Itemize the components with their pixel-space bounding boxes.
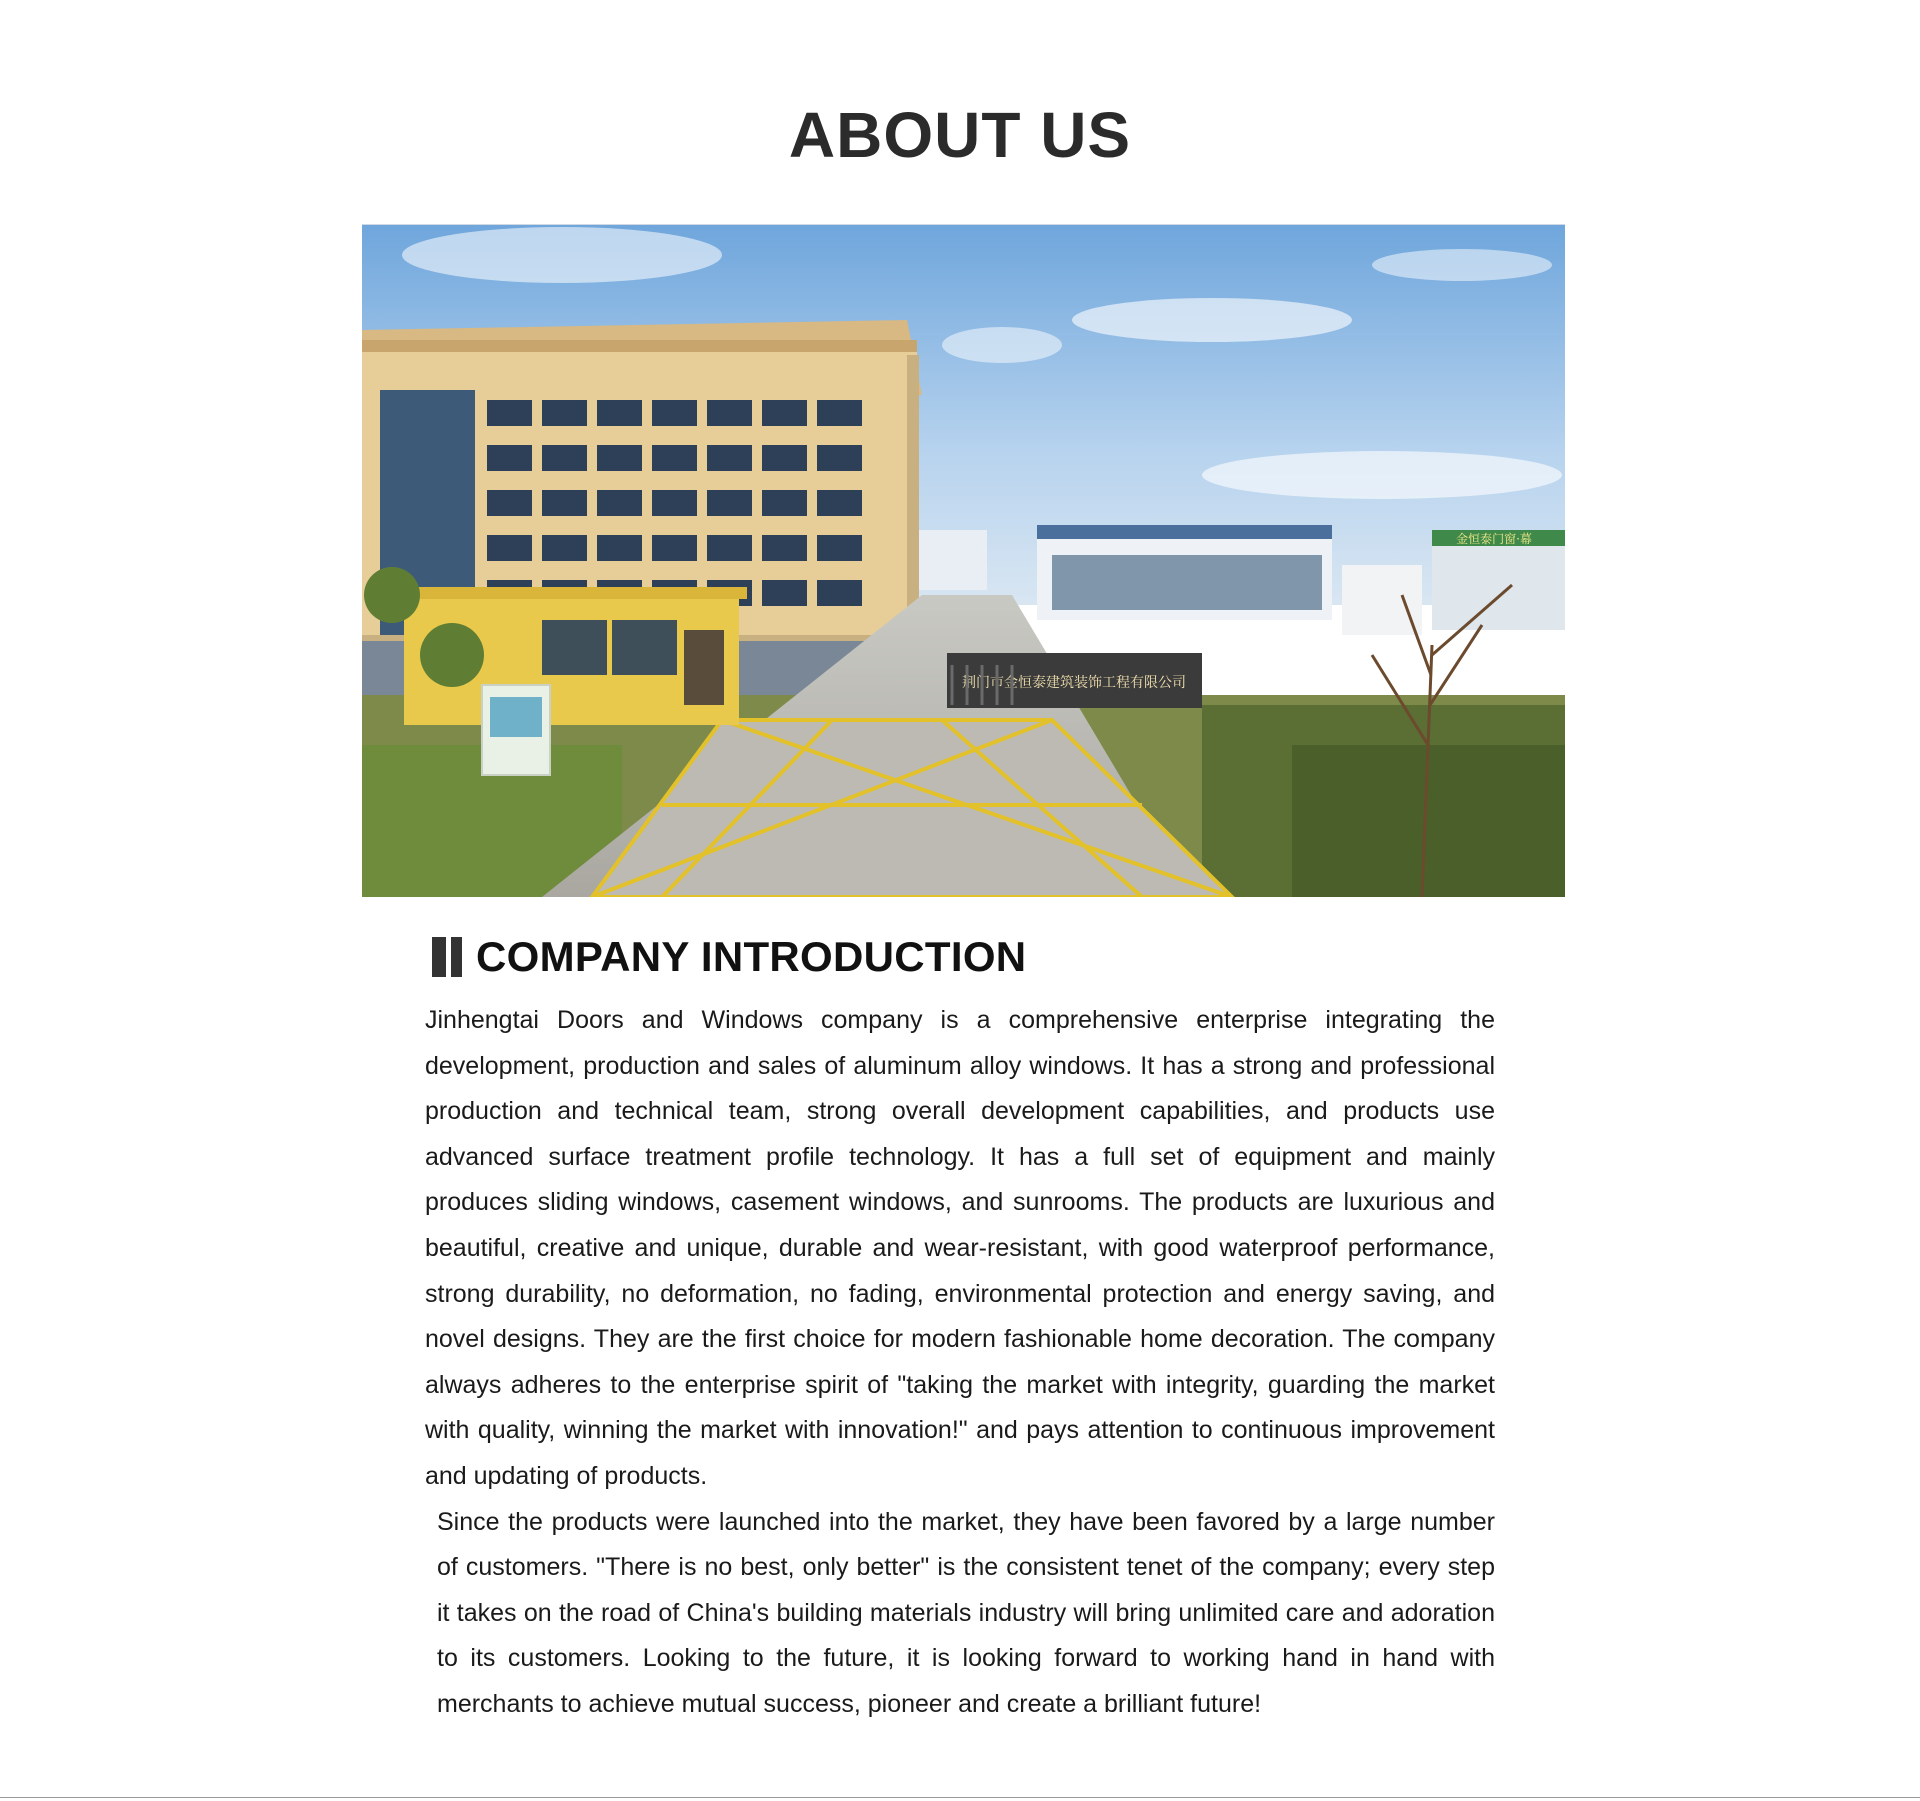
heading-bar-icon: [432, 937, 462, 977]
rooftop-sign-text: 金恒泰门窗·幕: [1456, 532, 1532, 546]
company-sign-text: 荆门市金恒泰建筑装饰工程有限公司: [962, 675, 1186, 691]
intro-paragraph-2: Since the products were launched into the market, they have been favored by a large number of customers. "There is no best, only better" is the consistent tenet of the company; every step it takes on the road of China's building materials industry will bring unlimited care and adoration to its customers. Looking to the future, it is looking forward to working hand in hand with merchants to achieve mutual success, pioneer and create a brilliant future!: [437, 1507, 1495, 1718]
intro-paragraph-1: Jinhengtai Doors and Windows company is a comprehensive enterprise integrating the development, production and sales of aluminum alloy windows. It has a strong and professional production and technical team, strong overall development capabilities, and products use advanced surface treatment profile technology. It has a full set of equipment and mainly produces sliding windows, casement windows, and sunrooms. The products are luxurious and beautiful, creative and unique, durable and wear-resistant, with good waterproof performance, strong durability, no deformation, no fading, environmental protection and energy saving, and novel designs. They are the first choice for modern fashionable home decoration. The company always adheres to the enterprise spirit of "taking the market with integrity, guarding the market with quality, winning the market with innovation!" and pays attention to continuous improvement and updating of products.: [425, 1006, 1495, 1490]
section-heading-text: COMPANY INTRODUCTION: [476, 933, 1027, 980]
section-heading: [432, 933, 1026, 981]
page-title: ABOUT US: [788, 99, 1132, 171]
bottom-divider: [0, 1797, 1920, 1798]
company-introduction: [425, 998, 1495, 1728]
factory-photo: [362, 224, 1565, 897]
